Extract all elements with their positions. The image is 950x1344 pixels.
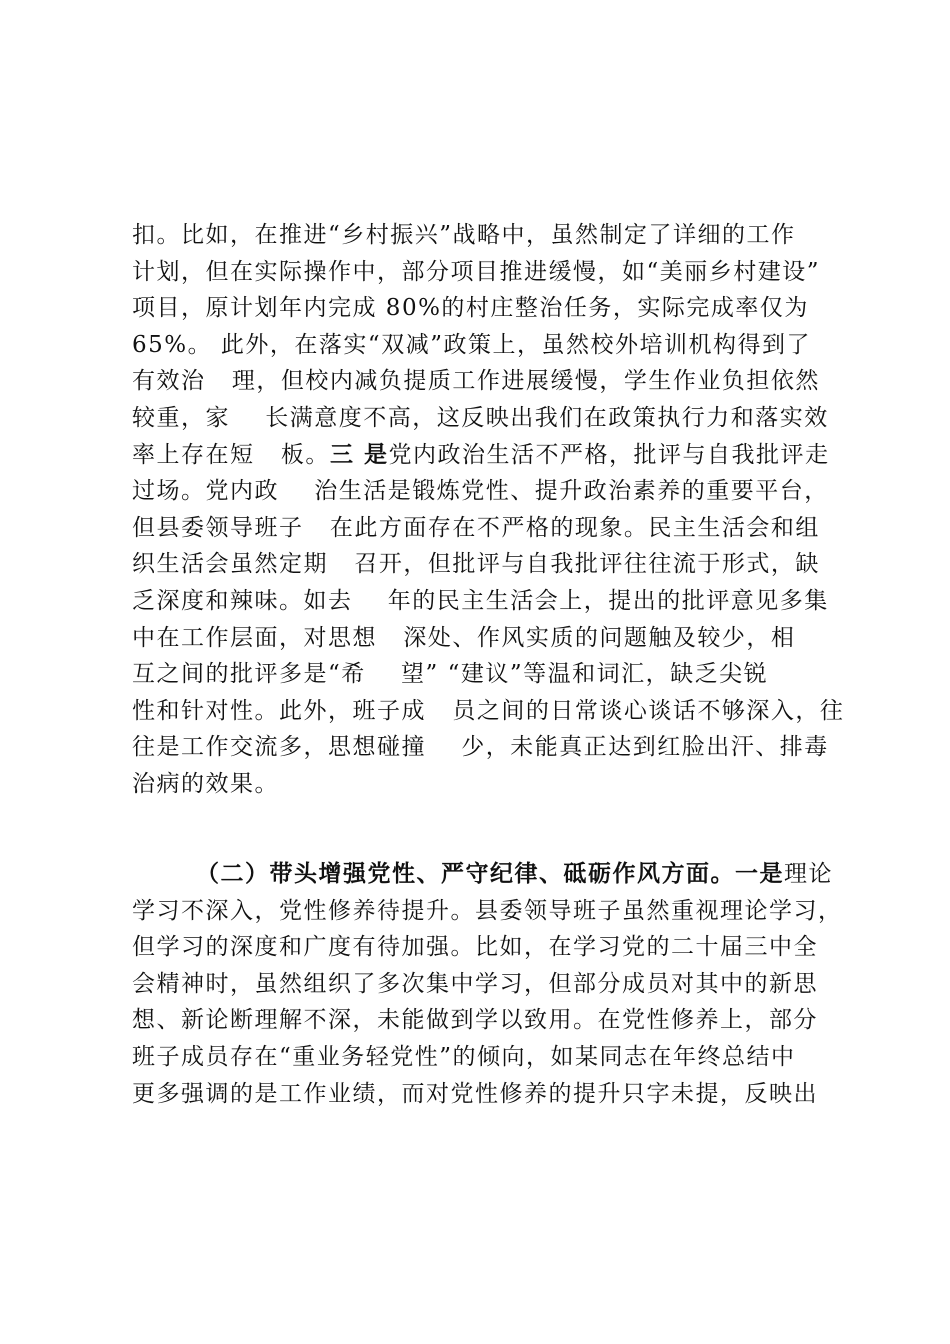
text-line bbox=[132, 856, 852, 893]
text-line: 65%。 此外，在落实“双减”政策上，虽然校外培训机构得到了 bbox=[132, 331, 811, 358]
text-line: 会精神时，虽然组织了多次集中学习，但部分成员对其中的新思 bbox=[132, 970, 818, 997]
text-line: 更多强调的是工作业绩，而对党性修养的提升只字未提，反映出 bbox=[132, 1080, 818, 1107]
point-marker-one: 一是 bbox=[735, 860, 784, 887]
text-line: 想、新论断理解不深，未能做到学以致用。在党性修养上，部分 bbox=[132, 1007, 818, 1034]
text-line: 项目，原计划年内完成 80%的村庄整治任务，实际完成率仅为 bbox=[132, 295, 809, 322]
text-line: 过场。党内政 治生活是锻炼党性、提升政治素养的重要平台， bbox=[132, 478, 829, 505]
point-marker-three: 三 是 bbox=[329, 440, 389, 468]
text-line: 班子成员存在“重业务轻党性”的倾向，如某同志在年终总结中 bbox=[132, 1043, 796, 1070]
text-segment: 党内政治生活不严格，批评与自我批评走 bbox=[388, 441, 830, 468]
paragraph-party-spirit bbox=[132, 856, 852, 1112]
text-segment: 理论 bbox=[784, 861, 833, 887]
text-line: 中在工作层面，对思想 深处、作风实质的问题触及较少，相 bbox=[132, 624, 796, 651]
text-segment: 率上存在短 板。 bbox=[132, 441, 330, 468]
text-line: 互之间的批评多是“希 望” “建议”等温和词汇，缺乏尖锐 bbox=[132, 661, 769, 688]
section-heading: （二）带头增强党性、严守纪律、砥砺作风方面。 bbox=[196, 860, 735, 887]
text-line: 性和针对性。此外，班子成 员之间的日常谈心谈话不够深入，往 bbox=[132, 697, 845, 724]
text-line: 乏深度和辣味。如去 年的民主生活会上，提出的批评意见多集 bbox=[132, 587, 829, 614]
text-line: 治病的效果。 bbox=[132, 770, 279, 797]
text-line: 较重，家 长满意度不高，这反映出我们在政策执行力和落实效 bbox=[132, 404, 829, 431]
text-line: 有效治 理，但校内减负提质工作进展缓慢，学生作业负担依然 bbox=[132, 368, 820, 395]
text-line: 计划，但在实际操作中，部分项目推进缓慢，如“美丽乡村建设” bbox=[132, 258, 821, 285]
text-line: 学习不深入，党性修养待提升。县委领导班子虽然重视理论学习， bbox=[132, 897, 843, 924]
text-line: 往是工作交流多，思想碰撞 少，未能真正达到红脸出汗、排毒 bbox=[132, 734, 829, 761]
text-line: 织生活会虽然定期 召开，但批评与自我批评往往流于形式，缺 bbox=[132, 551, 820, 578]
text-line: 扣。比如，在推进“乡村振兴”战略中，虽然制定了详细的工作 bbox=[132, 222, 796, 248]
paragraph-party-life bbox=[132, 217, 852, 803]
text-line bbox=[132, 437, 852, 474]
text-line: 但县委领导班子 在此方面存在不严格的现象。民主生活会和组 bbox=[132, 514, 820, 541]
text-line: 但学习的深度和广度有待加强。比如，在学习党的二十届三中全 bbox=[132, 934, 818, 961]
